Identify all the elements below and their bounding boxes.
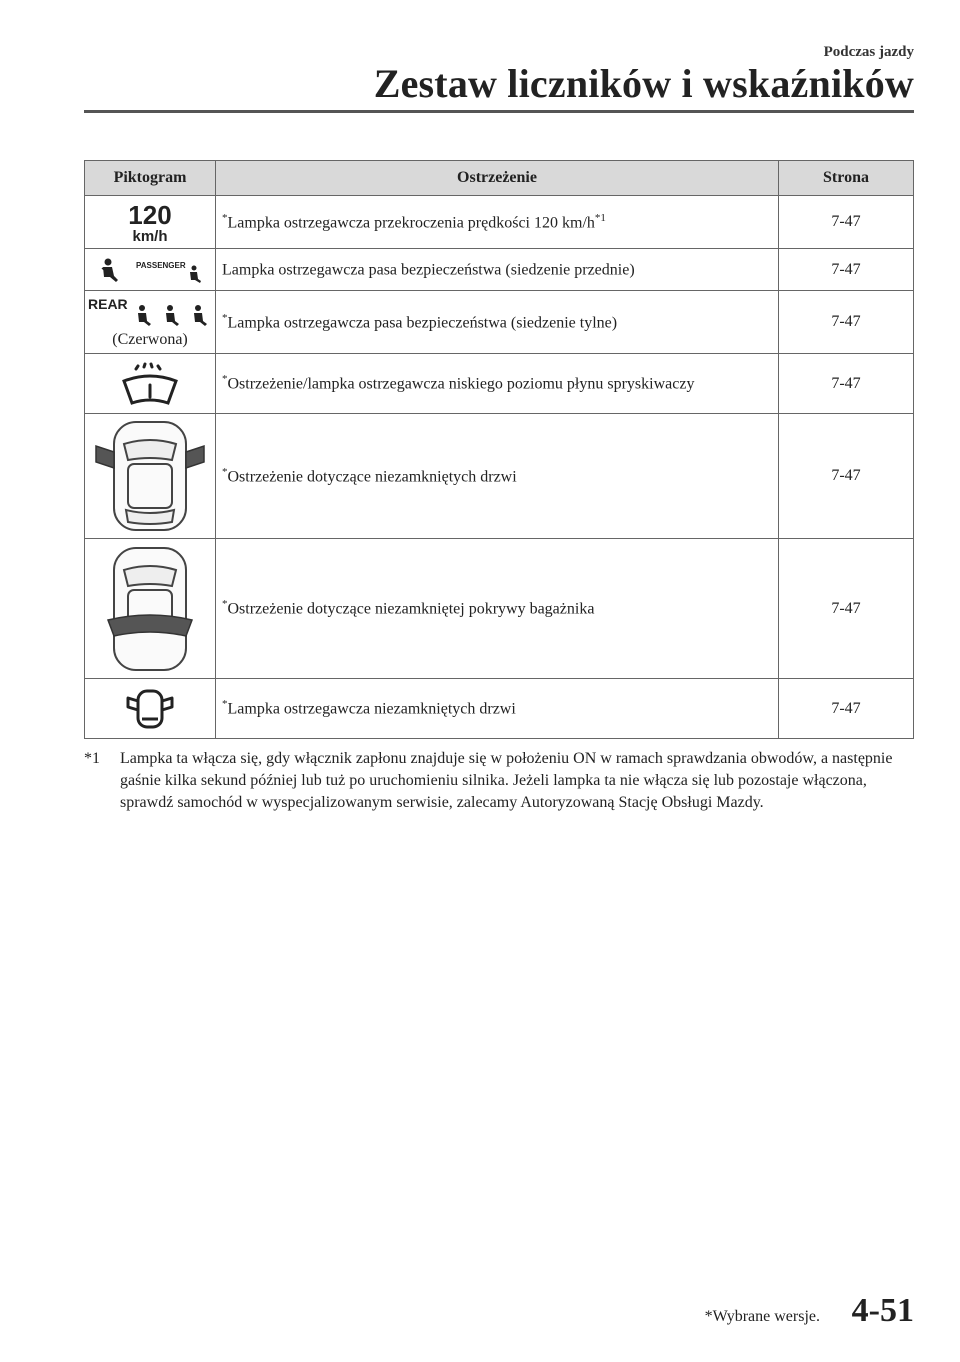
page-reference: 7-47 — [779, 354, 914, 414]
warning-description: *Ostrzeżenie dotyczące niezamkniętych drzwi — [216, 414, 779, 539]
pictogram-cell — [85, 291, 216, 354]
warning-description: *Lampka ostrzegawcza przekroczenia prędkości 120 $km/h^{*1}$ — [216, 196, 779, 249]
car-trunk-open-icon — [92, 544, 208, 674]
speed-120-kmh-icon — [120, 200, 180, 244]
footnote-text: Lampka ta włącza się, gdy włącznik zapłonu znajduje się w położeniu ON w ramach sprawdzania obwodów, a następnie gaśnie kilka sekund później lub tuż po uruchomieniu silnika. Jeżeli lampka ta nie włącza się lub pozostaje włączona, sprawdź samochód w wyspecjalizowanym serwisie, zalecamy Autoryzowaną Stację Obsługi Mazdy. — [120, 750, 893, 811]
svg-text:PASSENGER: PASSENGER — [136, 260, 186, 270]
table-row — [85, 414, 914, 539]
warning-description: *Lampka ostrzegawcza pasa bezpieczeństwa (siedzenie tylne) — [216, 291, 779, 354]
table-row — [85, 249, 914, 291]
column-header-pictogram: Piktogram — [85, 161, 216, 196]
svg-text:km/h: km/h — [132, 228, 168, 244]
rear-seatbelt-icon — [86, 295, 214, 329]
page-reference: 7-47 — [779, 539, 914, 679]
warning-description: *Lampka ostrzegawcza niezamkniętych drzwi — [216, 679, 779, 739]
table-row — [85, 354, 914, 414]
page-reference: 7-47 — [779, 291, 914, 354]
car-door-open-icon — [92, 418, 208, 534]
pictogram-cell — [85, 414, 216, 539]
svg-text:REAR: REAR — [88, 296, 128, 312]
table-row — [85, 291, 914, 354]
table-row — [85, 196, 914, 249]
footnote — [84, 748, 914, 814]
column-header-warning: Ostrzeżenie — [216, 161, 779, 196]
warning-table — [84, 160, 914, 739]
page-reference: 7-47 — [779, 249, 914, 291]
page-reference: 7-47 — [779, 679, 914, 739]
page-number: 4-51 — [851, 1292, 914, 1329]
warning-description: *Ostrzeżenie dotyczące niezamkniętej pokrywy bagażnika — [216, 539, 779, 679]
table-row — [85, 539, 914, 679]
washer-fluid-icon — [118, 361, 182, 407]
warning-description: Lampka ostrzegawcza pasa bezpieczeństwa (siedzenie przednie) — [216, 249, 779, 291]
warning-description: *Ostrzeżenie/lampka ostrzegawcza niskiego poziomu płynu spryskiwaczy — [216, 354, 779, 414]
table-row — [85, 679, 914, 739]
footer-versions-note: *Wybrane wersje. — [704, 1308, 820, 1325]
column-header-page: Strona — [779, 161, 914, 196]
door-ajar-icon — [123, 685, 177, 733]
section-name: Podczas jazdy — [823, 44, 914, 60]
table-header-row — [85, 161, 914, 196]
pictogram-cell — [85, 539, 216, 679]
passenger-seatbelt-icon — [90, 256, 210, 284]
page-title: Zestaw liczników i wskaźników — [373, 61, 914, 106]
pictogram-cell — [85, 196, 216, 249]
pictogram-cell — [85, 354, 216, 414]
footnote-mark: *1 — [84, 750, 100, 767]
svg-text:120: 120 — [128, 200, 172, 230]
page-reference: 7-47 — [779, 196, 914, 249]
page-reference: 7-47 — [779, 414, 914, 539]
icon-color-caption: (Czerwona) — [112, 331, 188, 348]
pictogram-cell — [85, 249, 216, 291]
pictogram-cell — [85, 679, 216, 739]
header-divider — [84, 110, 914, 113]
